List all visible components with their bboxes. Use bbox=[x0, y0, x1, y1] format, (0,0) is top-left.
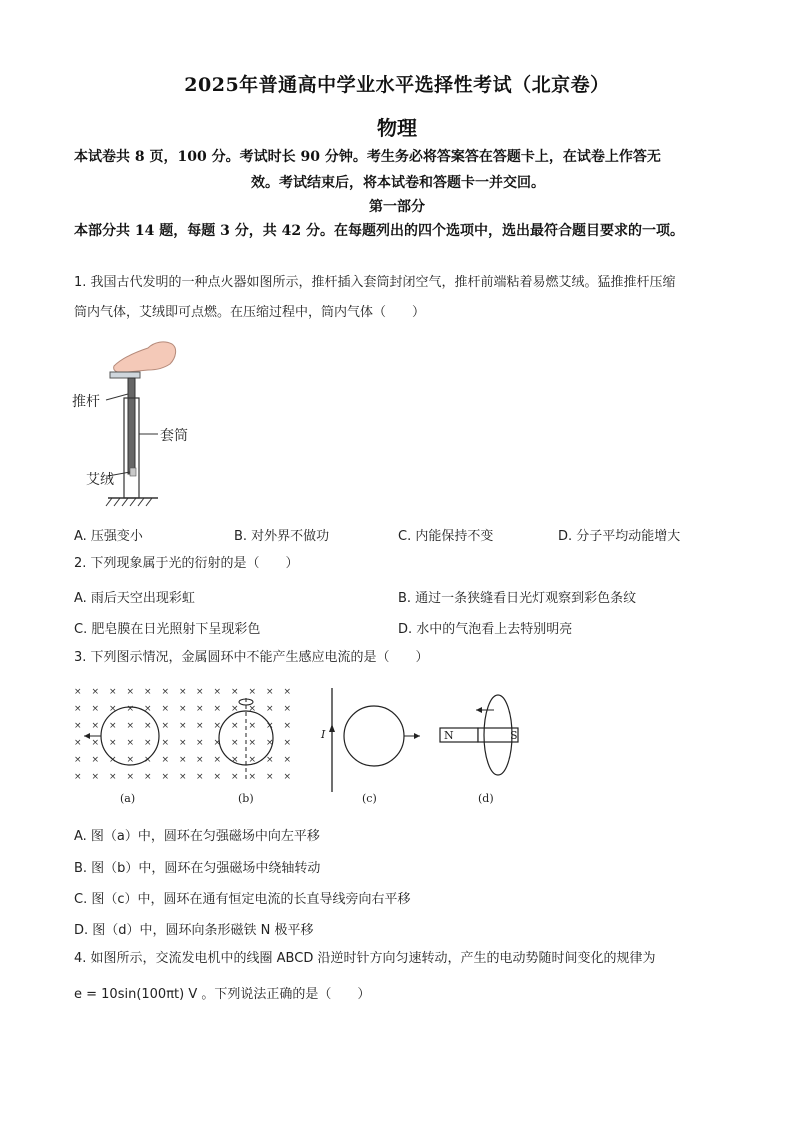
label-push-rod: 推杆 bbox=[72, 394, 100, 410]
label-south-pole: S bbox=[510, 729, 518, 742]
fig-a-field-mark: × bbox=[91, 755, 100, 765]
fig-b-field-mark: × bbox=[196, 721, 204, 731]
fig-b-field-mark: × bbox=[283, 755, 292, 765]
question-1-stem-line-2: 筒内气体，艾绒即可点燃。在压缩过程中，筒内气体（ ） bbox=[74, 305, 426, 320]
fig-b-field-mark: × bbox=[196, 738, 204, 748]
fig-a-field-mark: × bbox=[109, 721, 117, 731]
fig-a-field-mark: × bbox=[109, 704, 117, 714]
fig-a-field-mark: × bbox=[161, 704, 170, 714]
fig-b-field-mark: × bbox=[266, 704, 274, 714]
fig-a-field-mark: × bbox=[109, 687, 117, 697]
fig-a-field-mark: × bbox=[126, 738, 135, 748]
fig-a-field-mark: × bbox=[161, 687, 170, 697]
question-3-option-b: B. 图（b）中，圆环在匀强磁场中绕轴转动 bbox=[74, 861, 321, 876]
fig-b-field-mark: × bbox=[248, 687, 257, 697]
fig-b-field-mark: × bbox=[196, 704, 204, 714]
fig-b-field-mark: × bbox=[213, 687, 222, 697]
question-3-option-a: A. 图（a）中，圆环在匀强磁场中向左平移 bbox=[74, 829, 320, 844]
fig-a-field-mark: × bbox=[179, 738, 187, 748]
fire-piston-figure bbox=[66, 336, 206, 508]
fig-a-field-mark: × bbox=[179, 772, 187, 782]
fig-b-field-mark: × bbox=[196, 772, 204, 782]
push-plate bbox=[110, 372, 140, 378]
arrow-left-icon bbox=[84, 733, 90, 739]
exam-title: 2025年普通高中学业水平选择性考试（北京卷） bbox=[184, 74, 610, 96]
fig-b-field-mark: × bbox=[283, 687, 292, 697]
part-title: 第一部分 bbox=[369, 199, 425, 215]
fig-a-field-mark: × bbox=[179, 721, 187, 731]
fig-b-field-mark: × bbox=[196, 755, 204, 765]
fig-a-field-mark: × bbox=[91, 687, 100, 697]
label-north-pole: N bbox=[444, 729, 454, 742]
figure-c bbox=[320, 688, 420, 805]
fig-b-field-mark: × bbox=[213, 721, 222, 731]
fig-b-field-mark: × bbox=[231, 738, 239, 748]
label-fig-b: (b) bbox=[238, 792, 254, 805]
magnetic-field-crosses-b bbox=[196, 687, 291, 782]
fig-a-field-mark: × bbox=[91, 738, 100, 748]
label-sleeve: 套筒 bbox=[160, 428, 188, 444]
fig-a-field-mark: × bbox=[144, 687, 152, 697]
question-1-option-a: A. 压强变小 bbox=[74, 529, 143, 544]
fig-b-field-mark: × bbox=[213, 772, 222, 782]
fig-a-field-mark: × bbox=[161, 772, 170, 782]
fig-a-field-mark: × bbox=[91, 772, 100, 782]
fig-b-field-mark: × bbox=[283, 772, 292, 782]
fig-b-field-mark: × bbox=[248, 704, 257, 714]
fig-a-field-mark: × bbox=[144, 738, 152, 748]
label-fig-c: (c) bbox=[362, 792, 377, 805]
fig-a-field-mark: × bbox=[74, 772, 82, 782]
fig-b-field-mark: × bbox=[248, 772, 257, 782]
fig-a-field-mark: × bbox=[161, 755, 170, 765]
question-2-stem: 2. 下列现象属于光的衍射的是（ ） bbox=[74, 556, 299, 571]
question-3-option-d: D. 图（d）中，圆环向条形磁铁 N 极平移 bbox=[74, 923, 314, 938]
push-rod bbox=[128, 378, 135, 474]
fig-a-field-mark: × bbox=[74, 738, 82, 748]
fig-a-field-mark: × bbox=[74, 755, 82, 765]
question-1-option-c: C. 内能保持不变 bbox=[398, 529, 494, 544]
notice-line-2: 效。考试结束后，将本试卷和答题卡一并交回。 bbox=[251, 175, 545, 191]
fig-a-field-mark: × bbox=[91, 721, 100, 731]
fig-b-field-mark: × bbox=[231, 755, 239, 765]
question-1-option-d: D. 分子平均动能增大 bbox=[558, 529, 681, 544]
exam-notice bbox=[74, 144, 722, 196]
question-3-option-c: C. 图（c）中，圆环在通有恒定电流的长直导线旁向右平移 bbox=[74, 892, 411, 907]
current-arrow-icon bbox=[329, 724, 335, 732]
fig-a-field-mark: × bbox=[179, 687, 187, 697]
fig-b-field-mark: × bbox=[213, 755, 222, 765]
fig-a-field-mark: × bbox=[91, 704, 100, 714]
figure-d bbox=[440, 695, 518, 805]
fig-a-field-mark: × bbox=[109, 755, 117, 765]
fig-a-field-mark: × bbox=[126, 721, 135, 731]
part-description: 本部分共 14 题，每题 3 分，共 42 分。在每题列出的四个选项中，选出最符合题目要求的一项。 bbox=[74, 223, 684, 239]
fig-a-field-mark: × bbox=[126, 704, 135, 714]
fig-a-field-mark: × bbox=[126, 755, 135, 765]
label-fig-a: (a) bbox=[120, 792, 136, 805]
question-2-option-b: B. 通过一条狭缝看日光灯观察到彩色条纹 bbox=[398, 591, 637, 606]
fig-a-field-mark: × bbox=[161, 738, 170, 748]
question-2-option-c: C. 肥皂膜在日光照射下呈现彩色 bbox=[74, 622, 261, 637]
label-fig-d: (d) bbox=[478, 792, 494, 805]
fig-b-field-mark: × bbox=[248, 721, 257, 731]
ring-c bbox=[344, 706, 404, 766]
fig-b-field-mark: × bbox=[283, 721, 292, 731]
fig-b-field-mark: × bbox=[266, 772, 274, 782]
fig-a-field-mark: × bbox=[144, 721, 152, 731]
question-4-stem-line-2: e = 10sin(100πt) V 。下列说法正确的是（ ） bbox=[74, 987, 371, 1002]
fig-a-field-mark: × bbox=[74, 687, 82, 697]
arrow-right-icon bbox=[414, 733, 420, 739]
induction-figures bbox=[70, 680, 530, 810]
fig-a-field-mark: × bbox=[161, 721, 170, 731]
fig-a-field-mark: × bbox=[109, 738, 117, 748]
fig-a-field-mark: × bbox=[179, 704, 187, 714]
fig-b-field-mark: × bbox=[196, 687, 204, 697]
fig-b-field-mark: × bbox=[213, 704, 222, 714]
fig-b-field-mark: × bbox=[231, 687, 239, 697]
fig-a-field-mark: × bbox=[144, 704, 152, 714]
fig-a-field-mark: × bbox=[126, 772, 135, 782]
subject-title: 物理 bbox=[377, 116, 417, 140]
magnetic-field-crosses-a bbox=[74, 687, 187, 782]
question-4-stem-line-1: 4. 如图所示，交流发电机中的线圈 ABCD 沿逆时针方向匀速转动，产生的电动势随时间变化的规律为 bbox=[74, 951, 656, 966]
label-moxa: 艾绒 bbox=[86, 472, 114, 488]
fig-a-field-mark: × bbox=[126, 687, 135, 697]
label-current-i: I bbox=[321, 728, 326, 741]
fig-b-field-mark: × bbox=[231, 772, 239, 782]
question-2-option-a: A. 雨后天空出现彩虹 bbox=[74, 591, 195, 606]
question-3-stem: 3. 下列图示情况，金属圆环中不能产生感应电流的是（ ） bbox=[74, 650, 429, 665]
fig-a-field-mark: × bbox=[74, 721, 82, 731]
fig-b-field-mark: × bbox=[231, 704, 239, 714]
fig-a-field-mark: × bbox=[179, 755, 187, 765]
notice-line-1: 本试卷共 8 页，100 分。考试时长 90 分钟。考生务必将答案答在答题卡上，在试卷上作答无 bbox=[74, 149, 661, 165]
fig-a-field-mark: × bbox=[74, 704, 82, 714]
fig-b-field-mark: × bbox=[248, 738, 257, 748]
fig-a-field-mark: × bbox=[144, 772, 152, 782]
fig-b-field-mark: × bbox=[266, 755, 274, 765]
question-2-option-d: D. 水中的气泡看上去特别明亮 bbox=[398, 622, 573, 637]
fig-b-field-mark: × bbox=[248, 755, 257, 765]
question-1-stem-line-1: 1. 我国古代发明的一种点火器如图所示，推杆插入套筒封闭空气，推杆前端粘着易燃艾绒。猛推推杆压缩 bbox=[74, 275, 676, 290]
fig-b-field-mark: × bbox=[213, 738, 222, 748]
question-1-option-b: B. 对外界不做功 bbox=[234, 529, 330, 544]
fig-a-field-mark: × bbox=[144, 755, 152, 765]
hand-illustration bbox=[114, 342, 176, 373]
fig-b-field-mark: × bbox=[283, 738, 292, 748]
fig-b-field-mark: × bbox=[266, 721, 274, 731]
figure-b bbox=[196, 687, 291, 805]
fig-a-field-mark: × bbox=[109, 772, 117, 782]
fig-b-field-mark: × bbox=[266, 687, 274, 697]
arrow-left-icon-d bbox=[476, 707, 482, 713]
fig-b-field-mark: × bbox=[283, 704, 292, 714]
fig-b-field-mark: × bbox=[266, 738, 274, 748]
fig-b-field-mark: × bbox=[231, 721, 239, 731]
figure-a bbox=[74, 687, 187, 805]
